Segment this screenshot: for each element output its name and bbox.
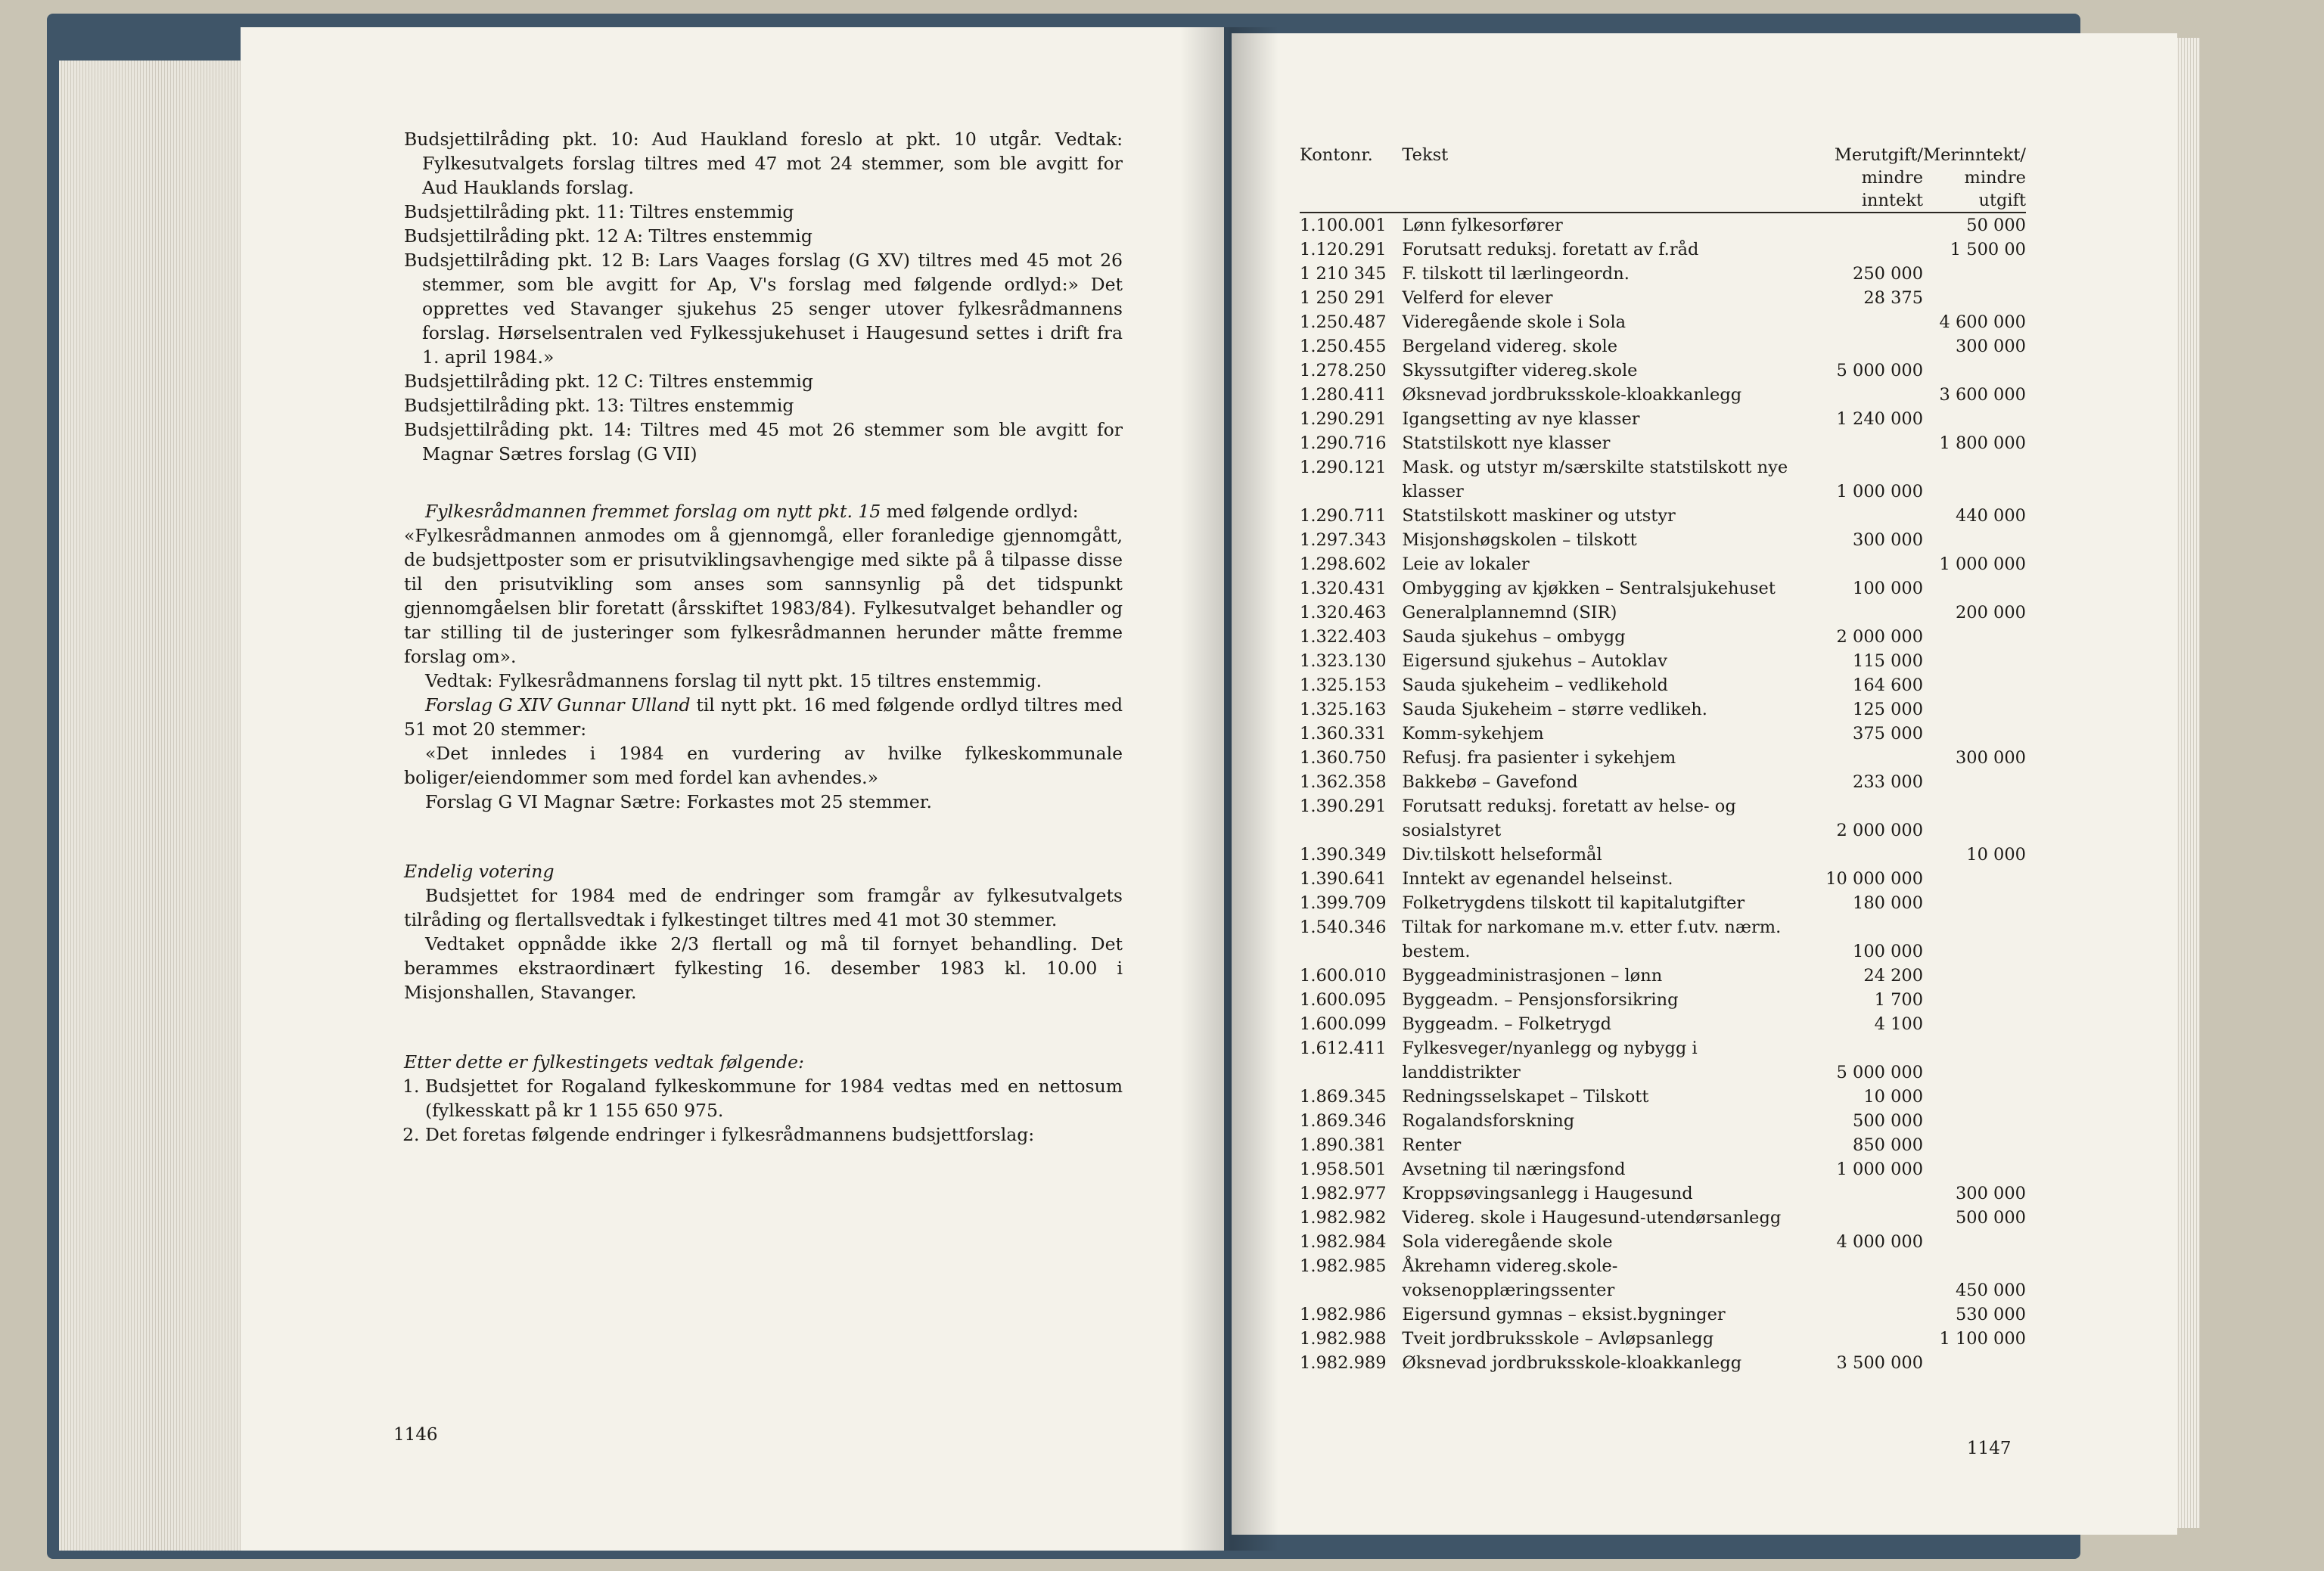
- table-row: [1300, 746, 2026, 770]
- list-item: 1. Budsjettet for Rogaland fylkeskommune for 1984 vedtas med en nettosum (fylkesskatt på kr 1 155 650 975.: [425, 1074, 1123, 1122]
- cell-kontonr: 1.982.977: [1300, 1184, 1387, 1203]
- table-row: [1300, 213, 2026, 238]
- cell-merutgift: [1818, 1206, 1923, 1230]
- header-kontonr: Kontonr.: [1300, 145, 1373, 165]
- cell-tekst: Igangsetting av nye klasser: [1402, 409, 1640, 429]
- cell-merutgift: [1818, 383, 1923, 407]
- table-row: [1300, 455, 2026, 504]
- table-row: [1300, 673, 2026, 697]
- cell-merutgift: 250 000: [1853, 264, 1924, 284]
- paragraph: Budsjettilråding pkt. 10: Aud Haukland foreslo at pkt. 10 utgår. Vedtak: Fylkesutvalgets forslag tiltres med 47 mot 24 stemmer, som ble avgitt for Aud Hauklands forslag.: [404, 129, 1123, 198]
- proposal-vedtak: Vedtak: Fylkesrådmannens forslag til nytt pkt. 15 tiltres enstemmig.: [425, 670, 1042, 691]
- g6-proposal: Forslag G VI Magnar Sætre: Forkastes mot 25 stemmer.: [425, 791, 932, 812]
- cell-merutgift: [1818, 1302, 1923, 1327]
- cell-merutgift: 24 200: [1863, 966, 1924, 986]
- table-row: [1300, 867, 2026, 891]
- table-row: [1300, 843, 2026, 867]
- table-row: [1300, 238, 2026, 262]
- table-row: [1300, 1351, 2026, 1375]
- table-row: [1300, 1181, 2026, 1206]
- cell-tekst: Åkrehamn videreg.skole-voksenopplæringssenter: [1402, 1256, 1618, 1300]
- cell-tekst: Videreg. skole i Haugesund-utendørsanlegg: [1402, 1208, 1782, 1228]
- table-row: [1300, 552, 2026, 576]
- cell-tekst: Redningsselskapet – Tilskott: [1402, 1087, 1649, 1107]
- cell-merutgift: 1 000 000: [1836, 482, 1924, 501]
- cell-merutgift: [1818, 310, 1923, 334]
- page-number-right: 1147: [1967, 1439, 2012, 1458]
- cell-tekst: Misjonshøgskolen – tilskott: [1402, 530, 1637, 550]
- g14-proposal: [404, 693, 1123, 741]
- cell-tekst: Inntekt av egenandel helseinst.: [1402, 869, 1673, 889]
- cell-merinntekt: [1923, 915, 2026, 964]
- cell-merinntekt: [1923, 1085, 2026, 1109]
- cell-kontonr: 1.297.343: [1300, 530, 1387, 550]
- cell-kontonr: 1.322.403: [1300, 627, 1387, 647]
- cell-merutgift: 4 100: [1874, 1014, 1924, 1034]
- cell-merutgift: 300 000: [1853, 530, 1924, 550]
- header-tekst: Tekst: [1402, 145, 1449, 165]
- table-row: [1300, 1085, 2026, 1109]
- cell-kontonr: 1.298.602: [1300, 554, 1387, 574]
- cell-kontonr: 1.869.346: [1300, 1111, 1387, 1131]
- paragraph: Budsjettilråding pkt. 11: Tiltres enstemmig: [404, 201, 794, 222]
- cell-merinntekt: 1 000 000: [1939, 554, 2026, 574]
- cell-tekst: Forutsatt reduksj. foretatt av helse- og sosialstyret: [1402, 796, 1736, 840]
- cell-merinntekt: [1923, 455, 2026, 504]
- cell-merutgift: [1818, 746, 1923, 770]
- table-row: [1300, 1012, 2026, 1036]
- table-row: [1300, 431, 2026, 455]
- header-merinntekt: Merinntekt/ mindre utgift: [1923, 145, 2026, 210]
- cell-merinntekt: 500 000: [1955, 1208, 2026, 1228]
- cell-tekst: Sauda sjukeheim – vedlikehold: [1402, 675, 1668, 695]
- table-row: [1300, 310, 2026, 334]
- cell-merutgift: 2 000 000: [1836, 627, 1924, 647]
- cell-kontonr: 1.250.455: [1300, 337, 1387, 356]
- cell-tekst: Øksnevad jordbruksskole-kloakkanlegg: [1402, 1353, 1742, 1373]
- table-row: [1300, 770, 2026, 794]
- table-row: [1300, 1302, 2026, 1327]
- cell-kontonr: 1.250.487: [1300, 312, 1387, 332]
- page-edges-left: [59, 61, 247, 1551]
- cell-tekst: Eigersund sjukehus – Autoklav: [1402, 651, 1667, 671]
- decision-heading-text: Etter dette er fylkestingets vedtak følgende:: [404, 1051, 804, 1073]
- cell-tekst: Lønn fylkesorfører: [1402, 216, 1563, 235]
- cell-kontonr: 1.982.989: [1300, 1353, 1387, 1373]
- final-vote-p2: Vedtaket oppnådde ikke 2/3 flertall og må til fornyet behandling. Det berammes ekstraordinært fylkesting 16. desember 1983 kl. 10.00 i Misjonshallen, Stavanger.: [404, 933, 1123, 1003]
- cell-merinntekt: [1923, 891, 2026, 915]
- cell-merinntekt: 300 000: [1955, 1184, 2026, 1203]
- table-row: [1300, 334, 2026, 359]
- cell-tekst: Tiltak for narkomane m.v. etter f.utv. nærm. bestem.: [1402, 917, 1782, 961]
- cell-merutgift: [1818, 431, 1923, 455]
- cell-tekst: Div.tilskott helseformål: [1402, 845, 1602, 865]
- cell-tekst: Kroppsøvingsanlegg i Haugesund: [1402, 1184, 1693, 1203]
- table-row: [1300, 964, 2026, 988]
- paragraph: Budsjettilråding pkt. 12 B: Lars Vaages forslag (G XV) tiltres med 45 mot 26 stemmer, som ble avgitt for Ap, V's forslag med følgende ordlyd:» Det opprettes ved Stavanger sjukehus 25 senger utover fylkesrådmannens forslag. Hørselsentralen ved Fylkessjukehuset i Haugesund settes i drift fra 1. april 1984.»: [404, 250, 1123, 368]
- cell-kontonr: 1.390.641: [1300, 869, 1387, 889]
- cell-kontonr: 1.600.099: [1300, 1014, 1387, 1034]
- cell-merinntekt: 50 000: [1966, 216, 2026, 235]
- cell-merinntekt: 1 800 000: [1939, 433, 2026, 453]
- budget-table: [1300, 144, 2026, 1375]
- cell-merinntekt: [1923, 649, 2026, 673]
- cell-kontonr: 1.869.345: [1300, 1087, 1387, 1107]
- cell-merinntekt: 3 600 000: [1939, 385, 2026, 405]
- cell-merinntekt: [1923, 528, 2026, 552]
- cell-tekst: Refusj. fra pasienter i sykehjem: [1402, 748, 1676, 768]
- cell-kontonr: 1.390.291: [1300, 796, 1387, 816]
- table-row: [1300, 1230, 2026, 1254]
- cell-kontonr: 1.325.153: [1300, 675, 1387, 695]
- page-number-left: 1146: [393, 1425, 438, 1445]
- cell-merutgift: 3 500 000: [1836, 1353, 1924, 1373]
- cell-merinntekt: [1923, 867, 2026, 891]
- table-row: [1300, 722, 2026, 746]
- cell-kontonr: 1.890.381: [1300, 1135, 1387, 1155]
- cell-merinntekt: 10 000: [1966, 845, 2026, 865]
- table-row: [1300, 891, 2026, 915]
- cell-merinntekt: 200 000: [1955, 603, 2026, 623]
- table-row: [1300, 1133, 2026, 1157]
- paragraph: Budsjettilråding pkt. 13: Tiltres enstemmig: [404, 395, 794, 416]
- cell-tekst: Generalplannemnd (SIR): [1402, 603, 1617, 623]
- cell-tekst: Eigersund gymnas – eksist.bygninger: [1402, 1305, 1726, 1324]
- table-row: [1300, 1206, 2026, 1230]
- cell-merutgift: [1818, 601, 1923, 625]
- cell-merinntekt: 300 000: [1955, 337, 2026, 356]
- cell-merutgift: [1818, 1327, 1923, 1351]
- cell-merinntekt: [1923, 794, 2026, 843]
- cell-merinntekt: [1923, 1351, 2026, 1375]
- cell-merinntekt: 530 000: [1955, 1305, 2026, 1324]
- cell-kontonr: 1.278.250: [1300, 361, 1387, 380]
- cell-merutgift: 5 000 000: [1836, 361, 1924, 380]
- budget-table-body: [1300, 213, 2026, 1375]
- cell-merinntekt: [1923, 625, 2026, 649]
- cell-kontonr: 1.982.988: [1300, 1329, 1387, 1349]
- cell-merutgift: 375 000: [1853, 724, 1924, 744]
- cell-merutgift: [1818, 1181, 1923, 1206]
- book-gutter: [1180, 27, 1279, 1551]
- cell-merinntekt: 450 000: [1955, 1281, 2026, 1300]
- table-row: [1300, 1254, 2026, 1302]
- cell-kontonr: 1.982.984: [1300, 1232, 1387, 1252]
- paragraph: Budsjettilråding pkt. 14: Tiltres med 45 mot 26 stemmer som ble avgitt for Magnar Sætres forslag (G VII): [404, 419, 1123, 464]
- cell-merinntekt: [1923, 988, 2026, 1012]
- cell-tekst: Ombygging av kjøkken – Sentralsjukehuset: [1402, 579, 1776, 598]
- cell-merutgift: [1818, 843, 1923, 867]
- paragraph: Budsjettilråding pkt. 12 C: Tiltres enstemmig: [404, 371, 813, 392]
- cell-tekst: Byggeadm. – Pensjonsforsikring: [1402, 990, 1679, 1010]
- cell-merinntekt: 440 000: [1955, 506, 2026, 526]
- cell-merinntekt: [1923, 1036, 2026, 1085]
- cell-kontonr: 1.100.001: [1300, 216, 1387, 235]
- cell-tekst: Folketrygdens tilskott til kapitalutgifter: [1402, 893, 1745, 913]
- g14-quote: «Det innledes i 1984 en vurdering av hvilke fylkeskommunale boliger/eiendommer som med fordel kan avhendes.»: [404, 743, 1123, 788]
- cell-merutgift: 5 000 000: [1836, 1063, 1924, 1082]
- cell-kontonr: 1.360.331: [1300, 724, 1387, 744]
- g14-italic: Forslag G XIV Gunnar Ulland: [425, 694, 691, 716]
- cell-merutgift: [1818, 504, 1923, 528]
- table-row: [1300, 504, 2026, 528]
- cell-merinntekt: [1923, 722, 2026, 746]
- table-row: [1300, 383, 2026, 407]
- cell-merutgift: [1818, 334, 1923, 359]
- proposal-intro: [404, 499, 1123, 523]
- cell-tekst: Bakkebø – Gavefond: [1402, 772, 1578, 792]
- cell-kontonr: 1.600.095: [1300, 990, 1387, 1010]
- cell-merutgift: 100 000: [1853, 579, 1924, 598]
- cell-kontonr: 1 250 291: [1300, 288, 1387, 308]
- table-row: [1300, 1157, 2026, 1181]
- g14-rest: til nytt pkt. 16 med følgende ordlyd tiltres med 51 mot 20 stemmer:: [404, 694, 1123, 740]
- cell-kontonr: 1.360.750: [1300, 748, 1387, 768]
- cell-kontonr: 1.323.130: [1300, 651, 1387, 671]
- cell-tekst: Avsetning til næringsfond: [1402, 1160, 1626, 1179]
- cell-merutgift: 115 000: [1853, 651, 1924, 671]
- cell-tekst: Sola videregående skole: [1402, 1232, 1613, 1252]
- table-header-row: [1300, 144, 2026, 213]
- cell-merutgift: 2 000 000: [1836, 821, 1924, 840]
- table-row: [1300, 1109, 2026, 1133]
- table-row: [1300, 625, 2026, 649]
- decision-heading: [404, 1050, 1123, 1074]
- cell-merinntekt: 300 000: [1955, 748, 2026, 768]
- table-row: [1300, 988, 2026, 1012]
- cell-merinntekt: [1923, 770, 2026, 794]
- cell-tekst: Fylkesveger/nyanlegg og nybygg i landdistrikter: [1402, 1039, 1698, 1082]
- cell-kontonr: 1.290.716: [1300, 433, 1387, 453]
- cell-merinntekt: [1923, 407, 2026, 431]
- cell-kontonr: 1.362.358: [1300, 772, 1387, 792]
- cell-merutgift: 1 700: [1874, 990, 1924, 1010]
- cell-kontonr: 1.600.010: [1300, 966, 1387, 986]
- cell-tekst: Velferd for elever: [1402, 288, 1553, 308]
- table-row: [1300, 359, 2026, 383]
- table-row: [1300, 794, 2026, 843]
- cell-merutgift: [1818, 552, 1923, 576]
- cell-merinntekt: [1923, 1109, 2026, 1133]
- cell-tekst: Byggeadm. – Folketrygd: [1402, 1014, 1612, 1034]
- cell-tekst: Statstilskott nye klasser: [1402, 433, 1611, 453]
- cell-merinntekt: [1923, 262, 2026, 286]
- cell-merutgift: [1818, 213, 1923, 238]
- cell-merutgift: 125 000: [1853, 700, 1924, 719]
- cell-merinntekt: 4 600 000: [1939, 312, 2026, 332]
- cell-merinntekt: [1923, 1133, 2026, 1157]
- table-row: [1300, 1036, 2026, 1085]
- cell-kontonr: 1.280.411: [1300, 385, 1387, 405]
- proposal-intro-italic: Fylkesrådmannen fremmet forslag om nytt pkt. 15: [425, 501, 881, 522]
- cell-kontonr: 1.325.163: [1300, 700, 1387, 719]
- paragraph: Budsjettilråding pkt. 12 A: Tiltres enstemmig: [404, 225, 812, 247]
- cell-merutgift: 1 000 000: [1836, 1160, 1924, 1179]
- table-row: [1300, 286, 2026, 310]
- cell-tekst: Rogalandsforskning: [1402, 1111, 1575, 1131]
- final-vote-p1: Budsjettet for 1984 med de endringer som framgår av fylkesutvalgets tilråding og flertallsvedtak i fylkestinget tiltres med 41 mot 30 stemmer.: [404, 885, 1123, 930]
- list-item: 2. Det foretas følgende endringer i fylkesrådmannens budsjettforslag:: [425, 1122, 1123, 1147]
- cell-kontonr: 1.120.291: [1300, 240, 1387, 259]
- cell-kontonr: 1.982.986: [1300, 1305, 1387, 1324]
- cell-tekst: Renter: [1402, 1135, 1462, 1155]
- cell-kontonr: 1.982.985: [1300, 1256, 1387, 1276]
- header-merutgift: Merutgift/ mindre inntekt: [1834, 145, 1924, 210]
- cell-kontonr: 1.612.411: [1300, 1039, 1387, 1058]
- final-vote-heading-text: Endelig votering: [404, 861, 555, 882]
- table-row: [1300, 915, 2026, 964]
- table-row: [1300, 576, 2026, 601]
- cell-merinntekt: [1923, 673, 2026, 697]
- cell-merutgift: 100 000: [1853, 942, 1924, 961]
- cell-tekst: F. tilskott til lærlingeordn.: [1402, 264, 1630, 284]
- cell-merutgift: [1818, 238, 1923, 262]
- table-row: [1300, 649, 2026, 673]
- cell-tekst: Leie av lokaler: [1402, 554, 1530, 574]
- cell-kontonr: 1.320.431: [1300, 579, 1387, 598]
- cell-kontonr: 1.320.463: [1300, 603, 1387, 623]
- cell-tekst: Byggeadministrasjonen – lønn: [1402, 966, 1663, 986]
- cell-merutgift: 850 000: [1853, 1135, 1924, 1155]
- cell-merinntekt: [1923, 576, 2026, 601]
- decision-list: [404, 1074, 1123, 1147]
- cell-tekst: Bergeland videreg. skole: [1402, 337, 1618, 356]
- cell-merinntekt: 1 100 000: [1939, 1329, 2026, 1349]
- table-row: [1300, 601, 2026, 625]
- cell-merinntekt: 1 500 00: [1950, 240, 2026, 259]
- cell-kontonr: 1.290.291: [1300, 409, 1387, 429]
- table-row: [1300, 1327, 2026, 1351]
- table-row: [1300, 697, 2026, 722]
- cell-merutgift: 180 000: [1853, 893, 1924, 913]
- cell-kontonr: 1.399.709: [1300, 893, 1387, 913]
- cell-kontonr: 1.540.346: [1300, 917, 1387, 937]
- cell-merinntekt: [1923, 359, 2026, 383]
- table-row: [1300, 528, 2026, 552]
- cell-tekst: Sauda sjukehus – ombygg: [1402, 627, 1626, 647]
- table-row: [1300, 407, 2026, 431]
- cell-tekst: Komm-sykehjem: [1402, 724, 1544, 744]
- cell-kontonr: 1.290.121: [1300, 458, 1387, 477]
- table-row: [1300, 262, 2026, 286]
- cell-kontonr: 1 210 345: [1300, 264, 1387, 284]
- final-vote-heading: [404, 859, 1123, 883]
- cell-merutgift: 10 000 000: [1825, 869, 1924, 889]
- cell-merinntekt: [1923, 1012, 2026, 1036]
- cell-merinntekt: [1923, 286, 2026, 310]
- cell-tekst: Tveit jordbruksskole – Avløpsanlegg: [1402, 1329, 1714, 1349]
- cell-merutgift: [1818, 1254, 1923, 1302]
- cell-merutgift: 233 000: [1853, 772, 1924, 792]
- cell-tekst: Statstilskott maskiner og utstyr: [1402, 506, 1676, 526]
- cell-merutgift: 500 000: [1853, 1111, 1924, 1131]
- cell-merinntekt: [1923, 1230, 2026, 1254]
- cell-tekst: Videregående skole i Sola: [1402, 312, 1626, 332]
- cell-tekst: Sauda Sjukeheim – større vedlikeh.: [1402, 700, 1707, 719]
- cell-merutgift: 164 600: [1853, 675, 1924, 695]
- cell-merinntekt: [1923, 1157, 2026, 1181]
- cell-merutgift: 1 240 000: [1836, 409, 1924, 429]
- left-page-text: [404, 127, 1123, 1147]
- cell-merutgift: 28 375: [1863, 288, 1924, 308]
- cell-kontonr: 1.390.349: [1300, 845, 1387, 865]
- cell-merinntekt: [1923, 697, 2026, 722]
- proposal-quote: «Fylkesrådmannen anmodes om å gjennomgå, eller foranledige gjennomgått, de budsjettposter som er prisutviklingsavhengige med sikte på å tilpasse disse til den prisutvikling som anses som sannsynlig på det tidspunkt gjennomgåelsen blir foretatt (årsskiftet 1983/84). Fylkesutvalget behandler og tar stilling til de justeringer som fylkesrådmannen herunder måtte fremme forslag om».: [404, 525, 1123, 667]
- cell-merinntekt: [1923, 964, 2026, 988]
- cell-tekst: Forutsatt reduksj. foretatt av f.råd: [1402, 240, 1699, 259]
- cell-tekst: Mask. og utstyr m/særskilte statstilskott nye klasser: [1402, 458, 1788, 501]
- cell-merutgift: 10 000: [1863, 1087, 1924, 1107]
- proposal-intro-rest: med følgende ordlyd:: [881, 501, 1079, 522]
- cell-kontonr: 1.290.711: [1300, 506, 1387, 526]
- cell-tekst: Skyssutgifter videreg.skole: [1402, 361, 1638, 380]
- cell-kontonr: 1.958.501: [1300, 1160, 1387, 1179]
- cell-merutgift: 4 000 000: [1836, 1232, 1924, 1252]
- cell-tekst: Øksnevad jordbruksskole-kloakkanlegg: [1402, 385, 1742, 405]
- cell-kontonr: 1.982.982: [1300, 1208, 1387, 1228]
